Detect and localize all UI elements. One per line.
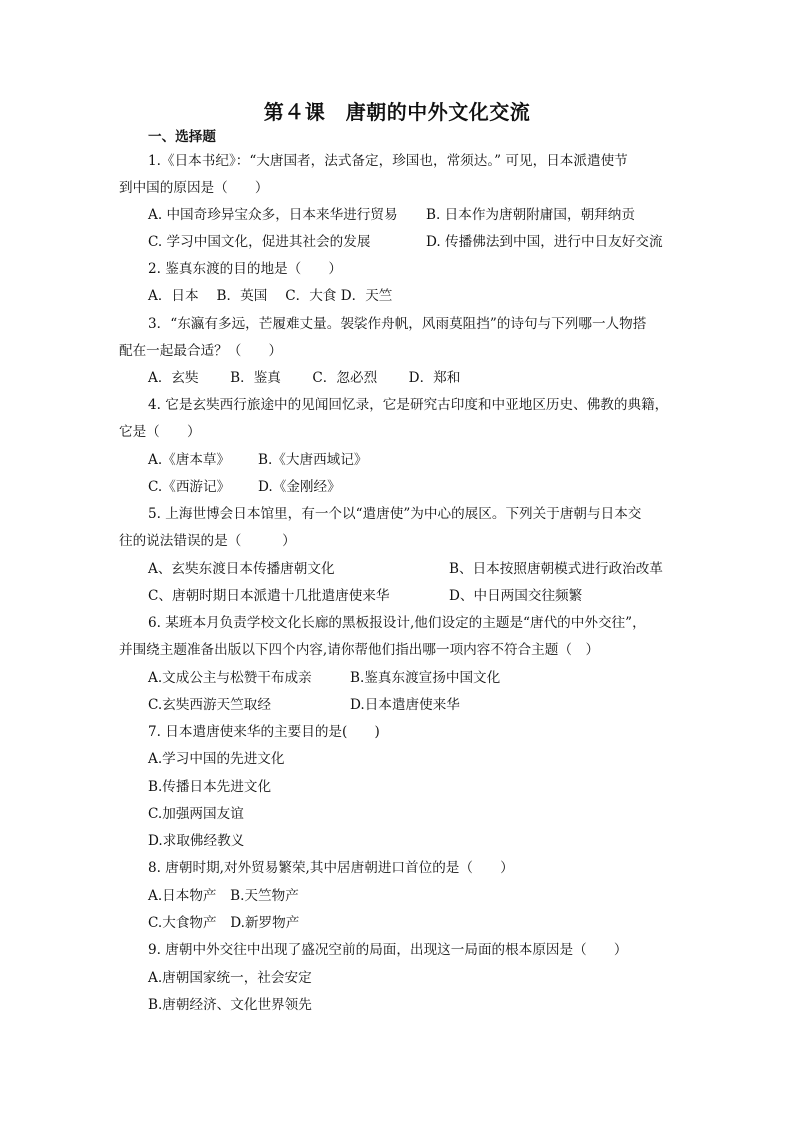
q5-option-d: D、中日两国交往频繁 <box>449 588 583 604</box>
q9-stem: 9. 唐朝中外交往中出现了盛况空前的局面，出现这一局面的根本原因是（ ） <box>148 942 628 958</box>
q6-stem-line1: 6. 某班本月负责学校文化长廊的黑板报设计,他们设定的主题是“唐代的中外交往”， <box>148 615 646 631</box>
q1-stem-line1: 1.《日本书纪》：“大唐国者，法式备定，珍国也，常须达。” 可见，日本派遣使节 <box>148 153 628 169</box>
q4-option-a: A.《唐本草》 <box>148 452 231 468</box>
q4-option-d: D.《金刚经》 <box>258 479 341 495</box>
q1-stem-line2: 到中国的原因是（ ） <box>119 180 269 196</box>
q3-options: A．玄奘 B．鉴真 C．忽必烈 D．郑和 <box>148 370 461 386</box>
q6-option-d: D.日本遣唐使来华 <box>350 697 460 713</box>
q4-stem-line1: 4. 它是玄奘西行旅途中的见闻回忆录，它是研究古印度和中亚地区历史、佛教的典籍， <box>148 397 669 413</box>
q7-option-b: B.传播日本先进文化 <box>148 779 272 795</box>
q3-stem-line2: 配在一起最合适？（ ） <box>119 343 283 359</box>
q8-options-ab: A.日本物产 B.天竺物产 <box>148 888 299 904</box>
q9-option-b: B.唐朝经济、文化世界领先 <box>148 997 312 1013</box>
q3-stem-line1: 3．“东瀛有多远，芒履难丈量。袈裟作舟帆，风雨莫阻挡”的诗句与下列哪一人物搭 <box>148 316 647 332</box>
section-heading: 一、选择题 <box>148 129 216 145</box>
q1-option-b: B. 日本作为唐朝附庸国，朝拜纳贡 <box>426 207 635 223</box>
q1-option-a: A. 中国奇珍异宝众多，日本来华进行贸易 <box>148 207 398 223</box>
q9-option-a: A.唐朝国家统一，社会安定 <box>148 970 312 986</box>
q7-option-a: A.学习中国的先进文化 <box>148 751 285 767</box>
q7-option-d: D.求取佛经教义 <box>148 833 245 849</box>
q4-option-c: C.《西游记》 <box>148 479 231 495</box>
q7-option-c: C.加强两国友谊 <box>148 806 244 822</box>
q4-option-b: B.《大唐西域记》 <box>258 452 368 468</box>
q6-option-b: B.鉴真东渡宣扬中国文化 <box>350 670 501 686</box>
q6-stem-line2: 并围绕主题准备出版以下四个内容,请你帮他们指出哪一项内容不符合主题（ ） <box>119 642 600 658</box>
q4-stem-line2: 它是（ ） <box>119 424 201 440</box>
q1-option-d: D. 传播佛法到中国，进行中日友好交流 <box>426 234 663 250</box>
q2-stem: 2. 鉴真东渡的目的地是（ ） <box>148 261 343 277</box>
q5-stem-line2: 往的说法错误的是（ ） <box>119 533 296 549</box>
q8-options-cd: C.大食物产 D.新罗物产 <box>148 915 300 931</box>
q5-option-a: A、玄奘东渡日本传播唐朝文化 <box>148 561 335 577</box>
q1-option-c: C. 学习中国文化，促进其社会的发展 <box>148 234 371 250</box>
q6-option-a: A.文成公主与松赞干布成亲 <box>148 670 312 686</box>
q5-stem-line1: 5. 上海世博会日本馆里，有一个以“遣唐使”为中心的展区。下列关于唐朝与日本交 <box>148 506 642 522</box>
q5-option-b: B、日本按照唐朝模式进行政治改革 <box>449 561 663 577</box>
q7-stem: 7. 日本遣唐使来华的主要目的是( ) <box>148 724 380 740</box>
q2-options: A．日本 B．英国 C．大食 D．天竺 <box>148 288 393 304</box>
q8-stem: 8. 唐朝时期,对外贸易繁荣,其中居唐朝进口首位的是（ ） <box>148 860 514 876</box>
q6-option-c: C.玄奘西游天竺取经 <box>148 697 271 713</box>
q5-option-c: C、唐朝时期日本派遣十几批遣唐使来华 <box>148 588 390 604</box>
page-title: 第４课 唐朝的中外文化交流 <box>263 100 531 124</box>
